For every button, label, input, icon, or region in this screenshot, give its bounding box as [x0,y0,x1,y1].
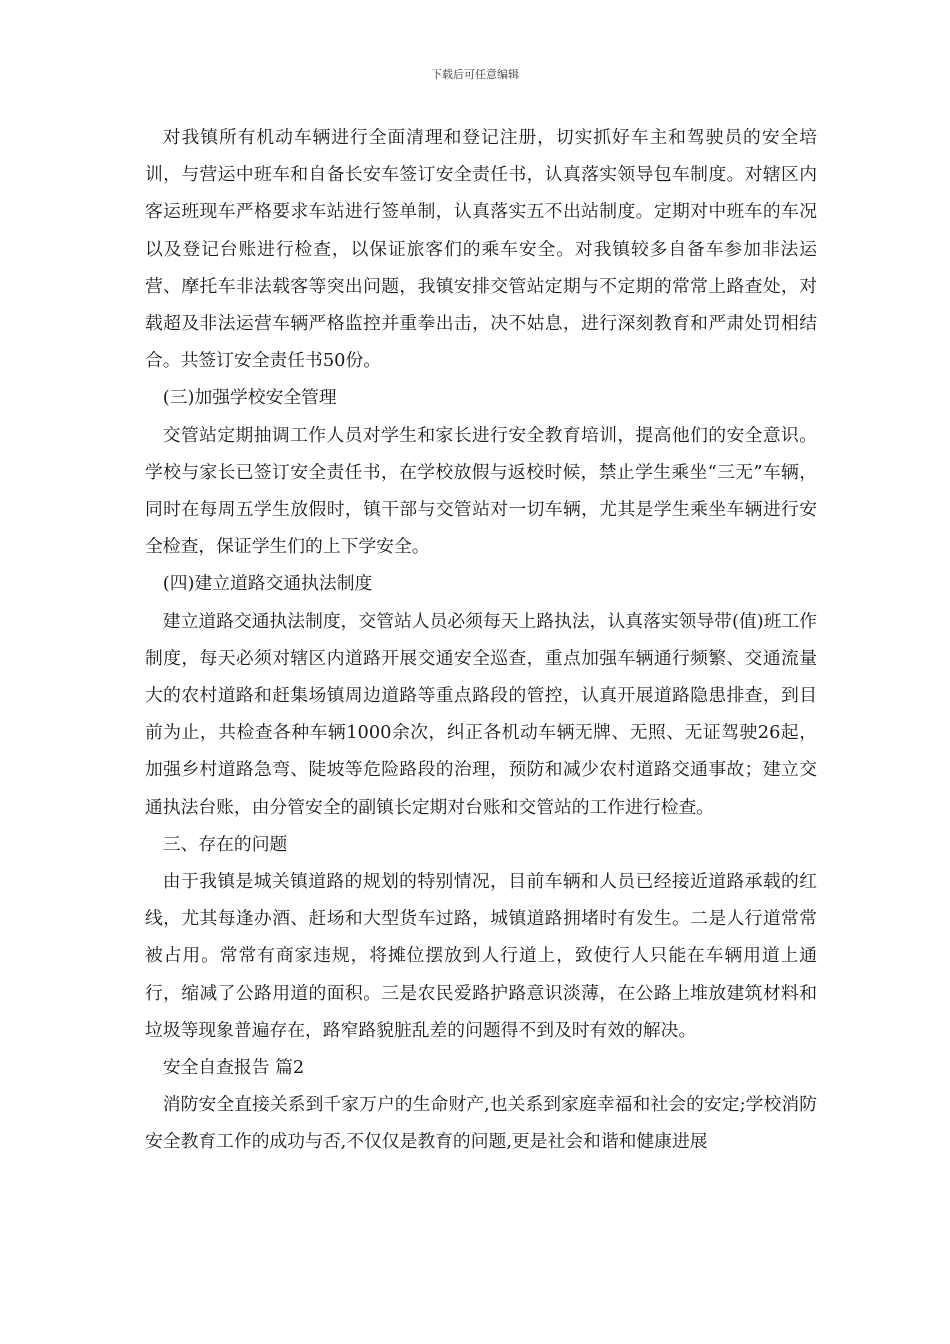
section-heading-existing-problems: 三、存在的问题 [162,833,288,855]
section-heading-traffic-enforcement: (四)建立道路交通执法制度 [162,573,373,595]
page-header-note: 下载后可任意编辑 [431,68,519,81]
paragraph-school-safety: 交管站定期抽调工作人员对学生和家长进行安全教育培训，提高他们的安全意识。学校与家长已签订安全责任书，在学校放假与返校时候，禁止学生乘坐“三无”车辆，同时在每周五学生放假时，镇干部与交管站对一切车辆，尤其是学生乘坐车辆进行安全检查，保证学生们的上下学安全。 [145,424,817,558]
paragraph-vehicle-registration: 对我镇所有机动车辆进行全面清理和登记注册，切实抓好车主和驾驶员的安全培训，与营运中班车和自备长安车签订安全责任书，认真落实领导包车制度。对辖区内客运班现车严格要求车站进行签单制，认真落实五不出站制度。定期对中班车的车况以及登记台账进行检查，以保证旅客们的乘车安全。对我镇较多自备车参加非法运营、摩托车非法载客等突出问题，我镇安排交管站定期与不定期的常常上路查处，对载超及非法运营车辆严格监控并重拳出击，决不姑息，进行深刻教育和严肃处罚相结合。共签订安全责任书50份。 [145,127,817,372]
document-body [145,119,817,1161]
section-heading-report-part-2: 安全自查报告 篇2 [162,1057,305,1079]
paragraph-existing-problems: 由于我镇是城关镇道路的规划的特别情况，目前车辆和人员已经接近道路承载的红线，尤其每逢办酒、赶场和大型货车过路，城镇道路拥堵时有发生。二是人行道常常被占用。常常有商家违规，将摊位摆放到人行道上，致使行人只能在车辆用道上通行，缩减了公路用道的面积。三是农民爱路护路意识淡薄，在公路上堆放建筑材料和垃圾等现象普遍存在，路窄路貌脏乱差的问题得不到及时有效的解决。 [145,871,817,1041]
paragraph-fire-safety: 消防安全直接关系到千家万户的生命财产,也关系到家庭幸福和社会的安定;学校消防安全教育工作的成功与否,不仅仅是教育的问题,更是社会和谐和健康进展 [145,1094,817,1153]
section-heading-school-safety: (三)加强学校安全管理 [162,387,337,409]
paragraph-traffic-enforcement: 建立道路交通执法制度，交管站人员必须每天上路执法，认真落实领导带(值)班工作制度，每天必须对辖区内道路开展交通安全巡查，重点加强车辆通行频繁、交通流量大的农村道路和赶集场镇周边道路等重点路段的管控，认真开展道路隐患排查，到目前为止，共检查各种车辆1000余次，纠正各机动车辆无牌、无照、无证驾驶26起，加强乡村道路急弯、陡坡等危险路段的治理，预防和减少农村道路交通事故；建立交通执法台账，由分管安全的副镇长定期对台账和交管站的工作进行检查。 [145,610,817,818]
